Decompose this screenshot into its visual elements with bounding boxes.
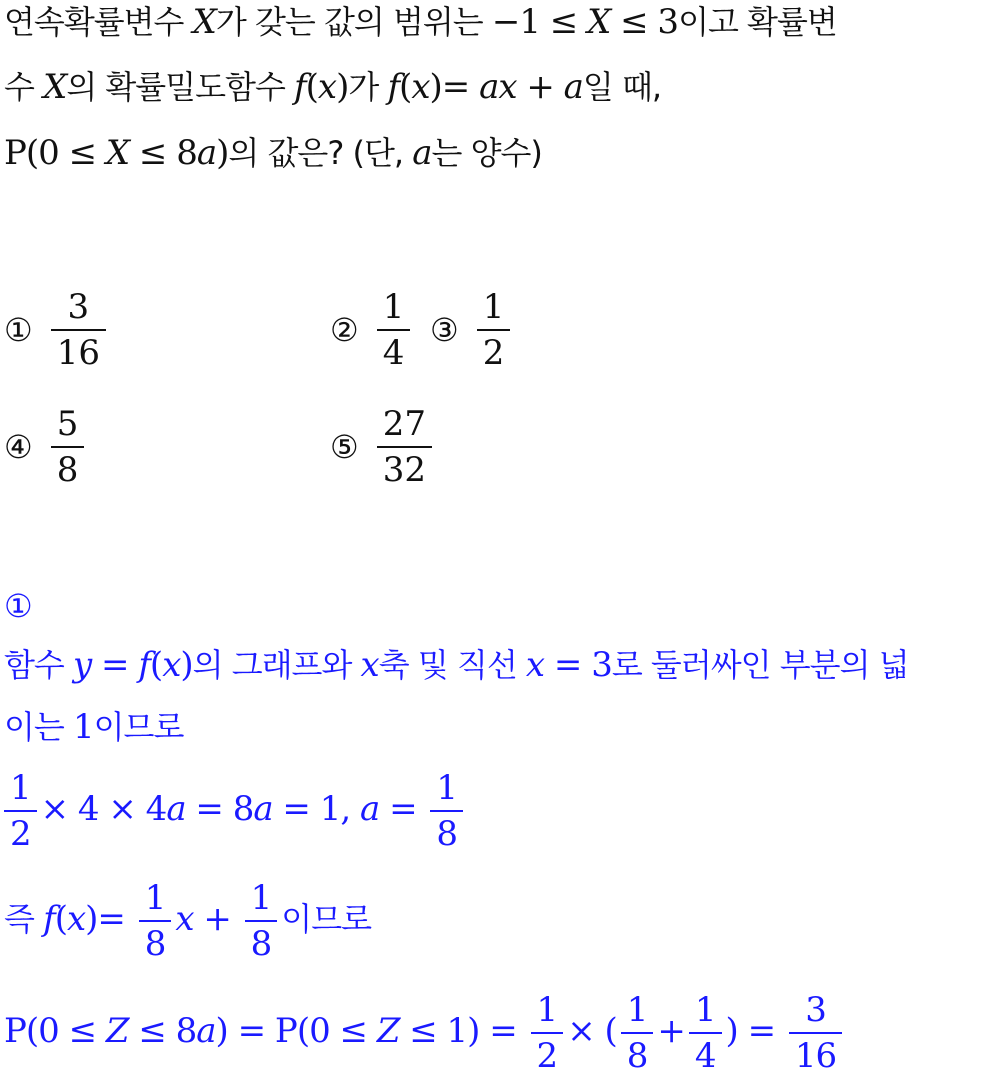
choice-5[interactable] (330, 402, 436, 492)
denominator: 2 (10, 814, 31, 854)
math-expr: ≤ 8 (129, 133, 197, 173)
math-var: Z (105, 1011, 129, 1051)
math-var: x (317, 67, 337, 107)
solution-text: 이는 (4, 708, 73, 746)
question-text: 일 때, (582, 68, 662, 106)
fraction (531, 988, 564, 1078)
denominator: 2 (536, 1036, 558, 1076)
math-var: ax (479, 67, 517, 107)
question-line-2 (4, 67, 661, 107)
denominator: 4 (382, 333, 405, 373)
choice-fraction (51, 402, 85, 492)
solution-text: 함수 (4, 646, 73, 684)
math-var: f (43, 899, 55, 939)
denominator: 8 (250, 924, 272, 964)
math-expr: (0 ≤ (296, 1011, 377, 1051)
numerator: 1 (477, 285, 511, 331)
math-expr: + (657, 1011, 685, 1051)
choice-fraction (51, 285, 106, 375)
fraction (430, 766, 463, 856)
question-text: 가 갖는 값의 범위는 (215, 3, 492, 41)
numerator: 1 (139, 876, 172, 922)
math-var: a (563, 67, 583, 107)
math-var: X (43, 67, 67, 107)
choice-2[interactable] (330, 285, 414, 375)
question-text: 의 확률밀도함수 (66, 68, 295, 106)
numerator: 27 (377, 402, 432, 448)
fraction (139, 876, 172, 966)
math-var: x (175, 899, 194, 939)
numerator: 3 (789, 988, 842, 1034)
solution-equation-2 (4, 876, 371, 966)
fraction (245, 876, 278, 966)
choice-number: ① (4, 311, 33, 349)
math-expr: ≤ 8 (128, 1011, 197, 1051)
denominator: 8 (144, 924, 166, 964)
question-line-3 (4, 133, 542, 173)
math-expr: ) (216, 133, 229, 173)
choice-4[interactable] (4, 402, 88, 492)
denominator: 2 (482, 333, 505, 373)
denominator: 8 (56, 450, 79, 490)
solution-line-2 (4, 707, 183, 747)
math-expr: + (193, 899, 241, 939)
numerator: 1 (245, 876, 278, 922)
math-expr: )= (429, 67, 480, 107)
math-expr: −1 ≤ (491, 2, 588, 42)
numerator: 1 (4, 766, 37, 812)
math-expr: )= (85, 899, 135, 939)
solution-text: 즉 (4, 900, 44, 938)
math-expr: ( (149, 645, 163, 685)
numerator: 1 (377, 285, 411, 331)
math-var: a (359, 789, 380, 829)
solution-text: 로 둘러싸인 부분의 넓 (611, 646, 909, 684)
math-var: x (411, 67, 430, 107)
math-expr: P (274, 1011, 297, 1051)
solution-equation-1 (4, 766, 467, 856)
fraction (689, 988, 722, 1078)
solution-text: 축 및 직선 (378, 646, 526, 684)
choice-number: ② (330, 311, 359, 349)
choice-number: ③ (430, 311, 459, 349)
numerator: 1 (430, 766, 463, 812)
math-expr: ) (336, 67, 349, 107)
denominator: 8 (436, 814, 458, 854)
numerator: 1 (531, 988, 564, 1034)
math-var: a (196, 133, 217, 173)
choice-fraction (377, 402, 432, 492)
solution-equation-3 (4, 988, 846, 1078)
math-var: X (192, 2, 216, 42)
solution-text: 이므로 (93, 708, 184, 746)
math-expr: × ( (567, 1011, 617, 1051)
math-expr: = 3 (544, 645, 612, 685)
math-var: a (253, 789, 273, 829)
math-expr: = 1, (272, 789, 360, 829)
solution-text: 의 그래프와 (192, 646, 361, 684)
math-expr: (0 ≤ (25, 1011, 106, 1051)
math-expr: ( (54, 899, 67, 939)
math-var: X (105, 133, 130, 173)
choice-3[interactable] (430, 285, 514, 375)
question-text: 연속확률변수 (4, 3, 193, 41)
math-expr: P (4, 133, 26, 173)
answer-mark (4, 586, 32, 626)
denominator: 8 (626, 1036, 648, 1076)
question-line-1 (4, 2, 837, 42)
denominator: 16 (794, 1036, 837, 1076)
math-expr: ) = (725, 1011, 785, 1051)
math-expr: ( (305, 67, 318, 107)
choice-number: ⑤ (330, 428, 359, 466)
math-expr: (0 ≤ (25, 133, 106, 173)
math-expr: ( (399, 67, 412, 107)
numerator: 1 (621, 988, 654, 1034)
fraction (4, 766, 37, 856)
math-var: y (73, 645, 92, 685)
math-expr: ≤ 1) = (399, 1011, 527, 1051)
math-expr: = 8 (185, 789, 254, 829)
choice-fraction (377, 285, 411, 375)
math-var: f (387, 67, 400, 107)
math-expr: ) (180, 645, 193, 685)
math-var: f (294, 67, 306, 107)
math-expr: = (379, 789, 427, 829)
question-text: 는 양수) (431, 134, 542, 172)
math-var: x (525, 645, 545, 685)
math-var: x (360, 645, 379, 685)
math-var: X (587, 2, 611, 42)
solution-line-1 (4, 645, 909, 685)
choice-fraction (477, 285, 511, 375)
question-text: 의 값은? (단, (228, 134, 413, 172)
numerator: 3 (51, 285, 106, 331)
math-expr: 1 (73, 707, 94, 747)
math-expr: = (91, 645, 139, 685)
math-var: f (138, 645, 150, 685)
math-var: x (66, 899, 86, 939)
math-var: a (196, 1011, 216, 1051)
numerator: 5 (51, 402, 85, 448)
math-var: x (162, 645, 181, 685)
math-expr: ) = (215, 1011, 275, 1051)
denominator: 32 (382, 450, 426, 490)
choice-1[interactable] (4, 285, 110, 375)
math-expr: × 4 × 4 (40, 789, 167, 829)
fraction (621, 988, 654, 1078)
choice-number: ④ (4, 428, 33, 466)
math-expr: ≤ 3 (610, 2, 679, 42)
solution-text: 이므로 (281, 900, 372, 938)
numerator: 1 (689, 988, 722, 1034)
denominator: 4 (694, 1036, 716, 1076)
answer-number: ① (4, 587, 32, 625)
question-text: 이고 확률변 (678, 3, 837, 41)
math-var: a (412, 133, 432, 173)
question-text: 수 (4, 68, 44, 106)
question-text: 가 (348, 68, 388, 106)
math-var: Z (376, 1011, 400, 1051)
fraction (789, 988, 842, 1078)
math-expr: + (516, 67, 564, 107)
math-var: a (166, 789, 186, 829)
math-expr: P (4, 1011, 26, 1051)
denominator: 16 (56, 333, 100, 373)
